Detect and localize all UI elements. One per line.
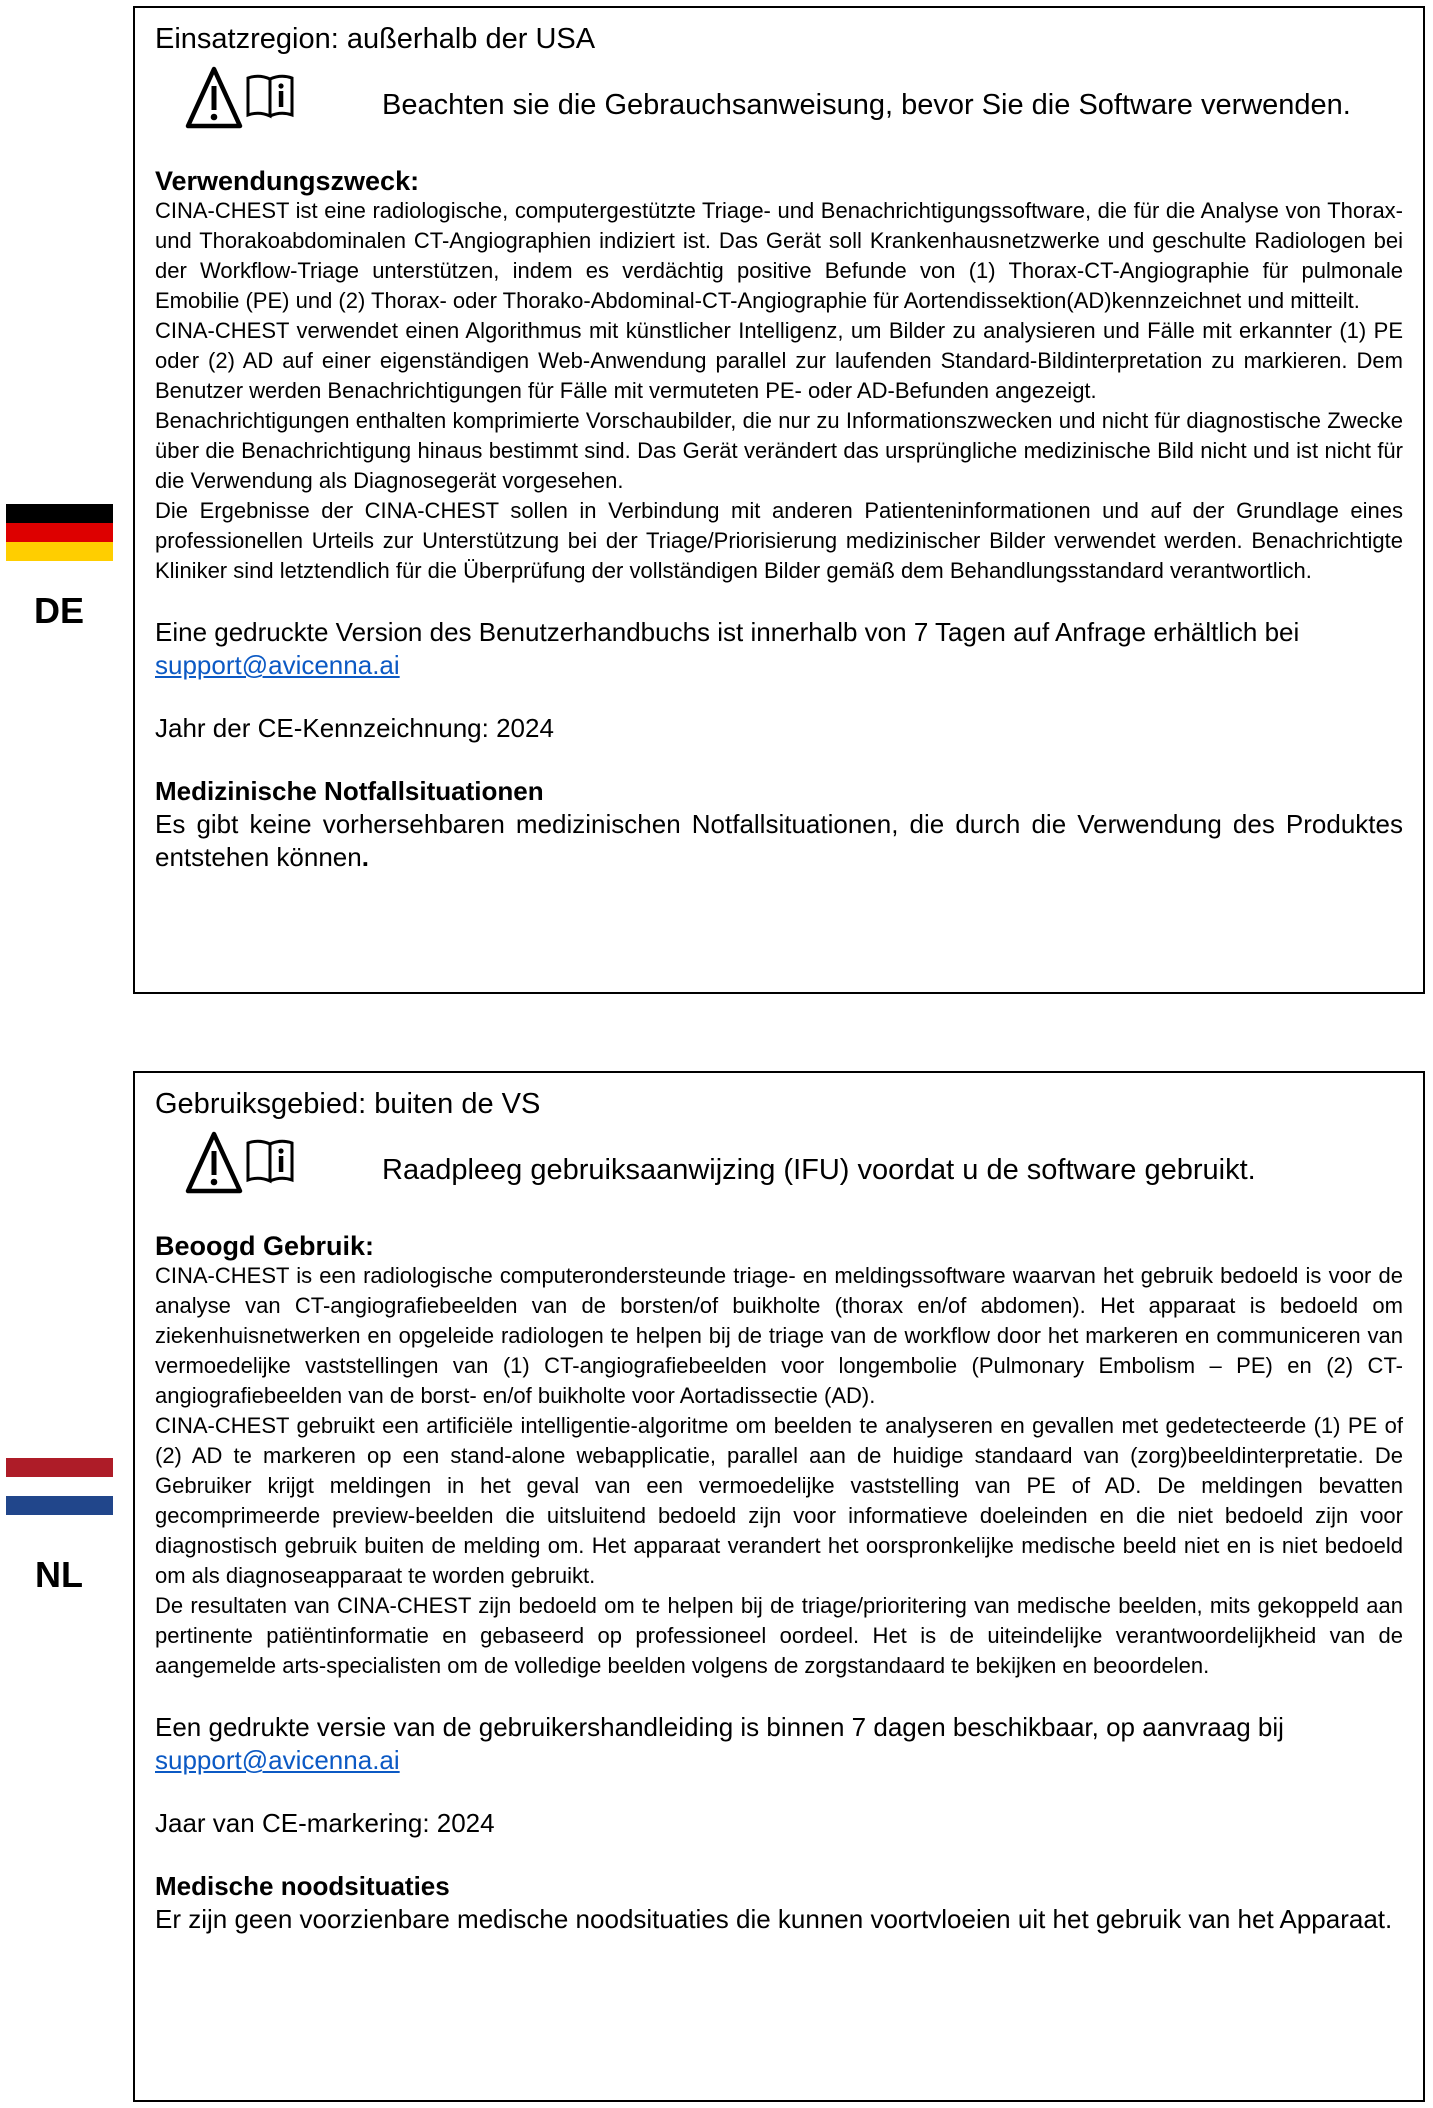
intended-use-paragraph: CINA-CHEST ist eine radiologische, computergestützte Triage- und Benachrichtigungssoftware, die für die Analyse von Thorax- und Thorakoabdominalen CT-Angiographien indiziert ist. Das Gerät soll Krankenhausnetzwerke und geschulte Radiologen bei der Workflow-Triage unterstützen, indem es verdächtig positive Befunde von (1) Thorax-CT-Angiographie für pulmonale Emobilie (PE) und (2) Thorax- oder Thorako-Abdominal-CT-Angiographie für Aortendissektion(AD)kennzeichnet und mitteilt. — [155, 198, 1403, 313]
printed-version-text: Een gedrukte versie van de gebruikershandleiding is binnen 7 dagen beschikbaar, op aanvraag bij — [155, 1712, 1284, 1742]
intended-use-paragraph: Benachrichtigungen enthalten komprimierte Vorschaubilder, die nur zu Informationszwecken und nicht für diagnostische Zwecke über die Benachrichtigung hinaus bestimmt sind. Das Gerät verändert das ursprüngliche medizinische Bild nicht und ist nicht für die Verwendung als Diagnosegerät vorgesehen. — [155, 408, 1403, 493]
ce-marking-year: Jaar van CE-markering: 2024 — [155, 1808, 495, 1838]
emergency-text — [155, 1903, 1403, 1936]
intended-use-body — [155, 196, 1403, 586]
intended-use-paragraph: CINA-CHEST verwendet einen Algorithmus mit künstlicher Intelligenz, um Bilder zu analysieren und Fälle mit erkannter (1) PE oder (2) AD auf einer eigenständigen Web-Anwendung parallel zur laufenden Standard-Bildinterpretation zu markieren. Dem Benutzer werden Benachrichtigungen für Fälle mit vermuteten PE- oder AD-Befunden angezeigt. — [155, 318, 1403, 403]
german-flag — [6, 504, 113, 561]
ce-marking-year: Jahr der CE-Kennzeichnung: 2024 — [155, 713, 554, 743]
region-label: Einsatzregion: außerhalb der USA — [155, 23, 596, 55]
intended-use-heading: Verwendungszweck: — [155, 166, 420, 196]
emergency-period: . — [361, 842, 369, 872]
emergency-heading: Medische noodsituaties — [155, 1871, 450, 1901]
warning-consult-ifu-icon — [184, 1129, 314, 1199]
language-panel-nl — [133, 1071, 1425, 2102]
dutch-flag — [6, 1458, 113, 1515]
emergency-heading: Medizinische Notfallsituationen — [155, 776, 544, 806]
ifu-notice: Beachten sie die Gebrauchsanweisung, bevor Sie die Software verwenden. — [382, 89, 1351, 121]
intended-use-paragraph: Die Ergebnisse der CINA-CHEST sollen in Verbindung mit anderen Patienteninformationen und auf der Grundlage eines professionellen Urteils zur Unterstützung bei der Triage/Priorisierung medizinischer Bilder verwendet werden. Benachrichtigte Kliniker sind letztendlich für die Überprüfung der vollständigen Bilder gemäß dem Behandlungsstandard verantwortlich. — [155, 498, 1403, 583]
intended-use-body — [155, 1261, 1403, 1681]
intended-use-paragraph: CINA-CHEST is een radiologische computerondersteunde triage- en meldingssoftware waarvan het gebruik bedoeld is voor de analyse van CT-angiografiebeelden van de borsten/of buikholte (thorax en/of abdomen). Het apparaat is bedoeld om ziekenhuisnetwerken en opgeleide radiologen te helpen bij de triage van de workflow door het markeren en communiceren van vermoedelijke vaststellingen van (1) CT-angiografiebeelden voor longembolie (Pulmonary Embolism – PE) en (2) CT-angiografiebeelden van de borst- en/of buikholte voor Aortadissectie (AD). — [155, 1263, 1403, 1408]
printed-version-text: Eine gedruckte Version des Benutzerhandbuchs ist innerhalb von 7 Tagen auf Anfrage erhältlich bei — [155, 617, 1300, 647]
ifu-row — [155, 1129, 1403, 1217]
emergency-text — [155, 808, 1403, 874]
emergency-body: Es gibt keine vorhersehbaren medizinischen Notfallsituationen, die durch die Verwendung des Produktes entstehen können — [155, 809, 1403, 872]
intended-use-paragraph: De resultaten van CINA-CHEST zijn bedoeld om te helpen bij de triage/prioritering van medische beelden, mits gekoppeld aan pertinente patiëntinformatie en gebaseerd op professioneel oordeel. Het is de uiteindelijke verantwoordelijkheid van de aangemelde arts-specialisten om de volledige beelden volgens de zorgstandaard te bekijken en beoordelen. — [155, 1593, 1403, 1678]
emergency-body: Er zijn geen voorzienbare medische noodsituaties die kunnen voortvloeien uit het gebruik van het Apparaat. — [155, 1904, 1393, 1934]
ifu-row — [155, 64, 1403, 152]
language-code: NL — [35, 1554, 83, 1595]
ifu-notice: Raadpleeg gebruiksaanwijzing (IFU) voordat u de software gebruikt. — [382, 1154, 1256, 1186]
support-email-link[interactable]: support@avicenna.ai — [155, 1745, 400, 1775]
language-panel-de — [133, 6, 1425, 994]
intended-use-paragraph: CINA-CHEST gebruikt een artificiële intelligentie-algoritme om beelden te analyseren en gevallen met gedetecteerde (1) PE of (2) AD te markeren op een stand-alone webapplicatie, parallel aan de huidige standaard van (zorg)beeldinterpretatie. De Gebruiker krijgt meldingen in het geval van een vermoedelijke vaststelling van PE of AD. De meldingen bevatten gecomprimeerde preview-beelden die uitsluitend bedoeld zijn voor informatieve doeleinden en die niet bedoeld zijn voor diagnostisch gebruik buiten de melding om. Het apparaat verandert het oorspronkelijke medische beeld niet en is niet bedoeld om als diagnoseapparaat te worden gebruikt. — [155, 1413, 1403, 1588]
warning-consult-ifu-icon — [184, 64, 314, 134]
printed-version-notice — [155, 1711, 1403, 1777]
intended-use-heading: Beoogd Gebruik: — [155, 1231, 375, 1261]
printed-version-notice — [155, 616, 1403, 682]
language-code: DE — [33, 590, 84, 631]
region-label: Gebruiksgebied: buiten de VS — [155, 1088, 541, 1120]
support-email-link[interactable]: support@avicenna.ai — [155, 650, 400, 680]
